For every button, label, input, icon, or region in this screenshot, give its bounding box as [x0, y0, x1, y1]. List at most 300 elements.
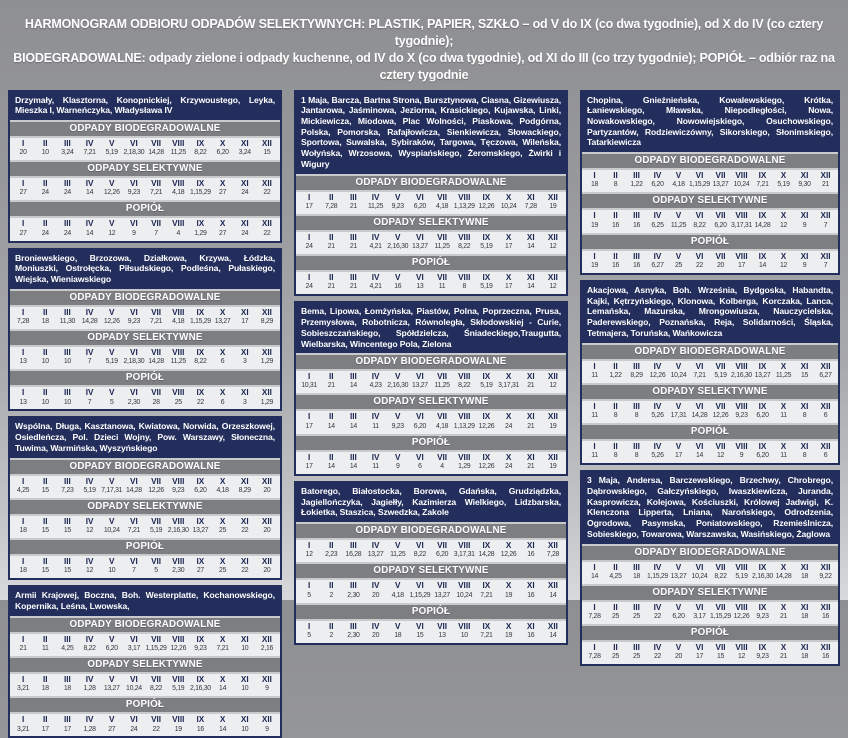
date-cell: 15 — [34, 527, 56, 536]
dates-row — [298, 463, 564, 472]
section-table-pop — [582, 441, 838, 463]
date-cell: 21 — [520, 463, 542, 472]
month-header-cell: V — [101, 308, 123, 318]
month-header-cell: III — [626, 252, 647, 262]
month-header-cell: XII — [256, 308, 278, 318]
date-cell: 28 — [145, 399, 167, 408]
month-header-cell: XII — [542, 193, 564, 203]
date-cell: 1,13,29 — [453, 203, 475, 212]
date-cell: 18 — [12, 527, 34, 536]
section-title-bio: ODPADY BIODEGRADOWALNE — [10, 460, 280, 474]
date-cell: 24 — [234, 230, 256, 239]
date-cell: 3,21 — [12, 685, 34, 694]
date-cell: 20 — [364, 632, 386, 641]
month-header-cell: XII — [815, 211, 836, 221]
date-cell: 21 — [773, 613, 794, 622]
month-header-cell: X — [211, 139, 233, 149]
date-cell: 12 — [78, 527, 100, 536]
schedule-block — [294, 481, 568, 645]
date-cell: 13,27 — [668, 573, 689, 582]
month-header-cell: XII — [815, 252, 836, 262]
date-cell: 1,15,29 — [189, 189, 211, 198]
month-header-cell: VII — [145, 715, 167, 725]
date-cell: 6,27 — [647, 262, 668, 271]
month-header-cell: IV — [364, 412, 386, 422]
month-header-row — [12, 219, 278, 229]
date-cell: 14 — [78, 230, 100, 239]
month-header-cell: III — [56, 477, 78, 487]
month-header-cell: XI — [520, 581, 542, 591]
section-title-sel: ODPADY SELEKTYWNE — [10, 500, 280, 514]
month-header-cell: IV — [78, 219, 100, 229]
date-cell: 9,23 — [752, 613, 773, 622]
date-cell: 11,25 — [167, 149, 189, 158]
month-header-cell: X — [211, 517, 233, 527]
month-header-cell: VI — [689, 442, 710, 452]
section-title-sel: ODPADY SELEKTYWNE — [10, 331, 280, 345]
month-header-cell: II — [34, 517, 56, 527]
month-header-cell: VIII — [731, 563, 752, 573]
date-cell: 10 — [234, 726, 256, 735]
month-header-row — [298, 273, 564, 283]
date-cell: 22 — [689, 262, 710, 271]
month-header-row — [298, 581, 564, 591]
date-cell: 9 — [794, 262, 815, 271]
date-cell: 25 — [626, 613, 647, 622]
month-header-cell: V — [101, 219, 123, 229]
date-cell: 17 — [298, 463, 320, 472]
section-title-bio: ODPADY BIODEGRADOWALNE — [296, 524, 566, 538]
date-cell: 9 — [731, 452, 752, 461]
date-cell: 11,25 — [668, 222, 689, 231]
dates-row — [12, 358, 278, 367]
dates-row — [298, 551, 564, 560]
date-cell: 13,27 — [364, 551, 386, 560]
month-header-cell: VI — [689, 643, 710, 653]
date-cell: 12,26 — [475, 463, 497, 472]
month-header-cell: XI — [520, 622, 542, 632]
month-header-cell: I — [584, 252, 605, 262]
date-cell: 24 — [497, 423, 519, 432]
date-cell: 6 — [409, 463, 431, 472]
month-header-cell: VII — [145, 557, 167, 567]
month-header-cell: II — [320, 273, 342, 283]
month-header-cell: IX — [475, 453, 497, 463]
month-header-cell: III — [56, 557, 78, 567]
month-header-cell: VII — [145, 517, 167, 527]
date-cell: 4,18 — [211, 487, 233, 496]
date-cell: 1,29 — [189, 230, 211, 239]
date-cell: 27 — [101, 726, 123, 735]
month-header-cell: XI — [520, 412, 542, 422]
month-header-cell: V — [101, 557, 123, 567]
month-header-cell: XI — [234, 675, 256, 685]
month-header-cell: VII — [145, 139, 167, 149]
date-cell: 10 — [234, 685, 256, 694]
date-cell: 25 — [626, 653, 647, 662]
date-cell: 15 — [710, 653, 731, 662]
date-cell: 20 — [256, 487, 278, 496]
month-header-cell: IV — [78, 388, 100, 398]
month-header-cell: X — [773, 603, 794, 613]
date-cell: 12 — [542, 382, 564, 391]
month-header-cell: IX — [475, 622, 497, 632]
month-header-row — [298, 412, 564, 422]
month-header-cell: VIII — [453, 273, 475, 283]
date-cell: 1,15,29 — [409, 592, 431, 601]
date-cell: 9 — [256, 685, 278, 694]
section-table-bio — [10, 138, 280, 160]
date-cell: 18 — [56, 685, 78, 694]
date-cell: 4,18 — [167, 189, 189, 198]
month-header-cell: VIII — [167, 635, 189, 645]
month-header-cell: V — [387, 453, 409, 463]
month-header-cell: VI — [409, 581, 431, 591]
month-header-cell: IX — [752, 442, 773, 452]
month-header-cell: XII — [542, 233, 564, 243]
month-header-cell: IV — [78, 557, 100, 567]
date-cell: 7,21 — [475, 632, 497, 641]
section-table-pop — [296, 452, 566, 474]
month-header-cell: III — [626, 171, 647, 181]
month-header-cell: VI — [123, 179, 145, 189]
date-cell: 7 — [123, 567, 145, 576]
month-header-cell: X — [497, 372, 519, 382]
date-cell: 7,28 — [12, 318, 34, 327]
section-table-bio — [582, 361, 838, 383]
date-cell: 10 — [56, 358, 78, 367]
streets-header: Armii Krajowej, Boczna, Boh. Westerplatte, Kochanowskiego, Kopernika, Leśna, Lwowska, — [10, 587, 280, 615]
date-cell: 22 — [189, 399, 211, 408]
date-cell: 6 — [211, 399, 233, 408]
month-header-cell: V — [101, 348, 123, 358]
month-header-cell: XII — [256, 179, 278, 189]
streets-header: 1 Maja, Barcza, Bartna Strona, Bursztynowa, Ciasna, Gizewiusza, Jantarowa, Jaśminowa, Jeziorna, Krasickiego, Kujawska, Linki, Mickiewicza, Miodowa, Plac Wolności, Piaskowa, Podgórna, Polska, Pomorska, Rafajłowicza, Sienkiewicza, Słowackiego, Sportowa, Suwalska, Sybiraków, Targowa, Tęczowa, Wileńska, Wołyńska, Wrzosowa, Wyspiańskiego, Żeromskiego, Żwirki i Wigury — [296, 92, 566, 174]
date-cell: 5,19 — [773, 181, 794, 190]
month-header-cell: VI — [123, 635, 145, 645]
month-header-cell: VI — [689, 603, 710, 613]
month-header-cell: II — [34, 139, 56, 149]
month-header-cell: IV — [78, 179, 100, 189]
section-table-pop — [10, 556, 280, 578]
date-cell: 5,19 — [475, 243, 497, 252]
dates-row — [12, 399, 278, 408]
schedule-block — [8, 248, 282, 412]
month-header-cell: X — [497, 273, 519, 283]
month-header-cell: I — [298, 541, 320, 551]
month-header-cell: IV — [647, 211, 668, 221]
date-cell: 18 — [387, 632, 409, 641]
month-header-cell: I — [298, 412, 320, 422]
date-cell: 14,28 — [78, 318, 100, 327]
schedule-block — [294, 301, 568, 476]
date-cell: 14,28 — [773, 573, 794, 582]
date-cell: 10 — [101, 567, 123, 576]
date-cell: 6,20 — [647, 181, 668, 190]
date-cell: 12 — [542, 283, 564, 292]
month-header-cell: IV — [78, 477, 100, 487]
month-header-cell: X — [211, 219, 233, 229]
date-cell: 2 — [320, 592, 342, 601]
date-cell: 12,26 — [475, 203, 497, 212]
date-cell: 1,28 — [78, 726, 100, 735]
date-cell: 11 — [773, 452, 794, 461]
date-cell: 4,18 — [431, 423, 453, 432]
date-cell: 11 — [584, 412, 605, 421]
month-header-cell: XII — [256, 517, 278, 527]
section-title-pop: POPIÓŁ — [296, 605, 566, 619]
date-cell: 14 — [752, 262, 773, 271]
month-header-cell: VIII — [167, 139, 189, 149]
month-header-cell: VII — [710, 643, 731, 653]
section-title-sel: ODPADY SELEKTYWNE — [10, 162, 280, 176]
month-header-row — [298, 372, 564, 382]
month-header-cell: I — [12, 517, 34, 527]
month-header-cell: II — [605, 643, 626, 653]
date-cell: 19 — [584, 222, 605, 231]
month-header-cell: IV — [647, 362, 668, 372]
date-cell: 12,26 — [731, 613, 752, 622]
month-header-cell: XII — [815, 643, 836, 653]
month-header-cell: V — [668, 402, 689, 412]
month-header-cell: VI — [689, 211, 710, 221]
month-header-cell: XI — [520, 453, 542, 463]
month-header-cell: VII — [145, 219, 167, 229]
date-cell: 25 — [211, 527, 233, 536]
month-header-cell: III — [56, 517, 78, 527]
month-header-cell: VII — [431, 453, 453, 463]
month-header-row — [584, 211, 836, 221]
month-header-cell: X — [497, 622, 519, 632]
date-cell: 25 — [167, 399, 189, 408]
dates-row — [584, 412, 836, 421]
month-header-cell: XII — [542, 372, 564, 382]
month-header-cell: II — [605, 362, 626, 372]
month-header-cell: III — [626, 362, 647, 372]
date-cell: 6,20 — [211, 149, 233, 158]
month-header-row — [12, 179, 278, 189]
date-cell: 24 — [123, 726, 145, 735]
date-cell: 16 — [626, 222, 647, 231]
month-header-cell: II — [34, 308, 56, 318]
date-cell: 6,20 — [710, 222, 731, 231]
date-cell: 13 — [12, 399, 34, 408]
date-cell: 9,23 — [123, 318, 145, 327]
month-header-cell: I — [12, 715, 34, 725]
date-cell: 1,15,29 — [647, 573, 668, 582]
date-cell: 9,23 — [387, 423, 409, 432]
month-header-cell: XII — [256, 715, 278, 725]
month-header-cell: III — [342, 412, 364, 422]
month-header-cell: II — [320, 372, 342, 382]
month-header-row — [584, 643, 836, 653]
date-cell: 3 — [234, 399, 256, 408]
date-cell: 11 — [364, 463, 386, 472]
month-header-cell: VI — [689, 402, 710, 412]
date-cell: 3,24 — [56, 149, 78, 158]
month-header-cell: XI — [234, 179, 256, 189]
month-header-cell: V — [668, 171, 689, 181]
date-cell: 21 — [320, 382, 342, 391]
date-cell: 21 — [320, 283, 342, 292]
date-cell: 14 — [78, 189, 100, 198]
month-header-cell: IV — [78, 635, 100, 645]
month-header-row — [584, 442, 836, 452]
date-cell: 6,20 — [101, 645, 123, 654]
date-cell: 22 — [145, 726, 167, 735]
date-cell: 17,31 — [668, 412, 689, 421]
month-header-row — [298, 453, 564, 463]
month-header-cell: XI — [234, 139, 256, 149]
date-cell: 8 — [605, 412, 626, 421]
date-cell: 2,16,30 — [387, 243, 409, 252]
streets-header: Chopina, Gnieźnieńska, Kowalewskiego, Krótka, Łaniewskiego, Mławska, Niepodległości, Nowa, Nowakowskiego, Nowowiejskiego, Osuchowskiego, Partyzantów, Rodziewiczówny, Sikorskiego, Słonimskiego, Tatarkiewicza — [582, 92, 838, 153]
date-cell: 5,19 — [78, 487, 100, 496]
date-cell: 1,22 — [626, 181, 647, 190]
month-header-cell: III — [626, 211, 647, 221]
month-header-cell: X — [211, 348, 233, 358]
month-header-cell: III — [56, 715, 78, 725]
month-header-cell: IV — [647, 402, 668, 412]
month-header-cell: VII — [431, 581, 453, 591]
month-header-cell: VII — [145, 635, 167, 645]
date-cell: 5,26 — [647, 452, 668, 461]
date-cell: 14,28 — [145, 358, 167, 367]
month-header-cell: III — [56, 219, 78, 229]
page-title-line2: BIODEGRADOWALNE: odpady zielone i odpady kuchenne, od IV do X (co dwa tygodnie), od XI do III (co trzy tygodnie); POPIÓŁ – odbiór raz na cztery tygodnie — [12, 50, 836, 84]
month-header-cell: V — [101, 179, 123, 189]
section-table-bio — [296, 371, 566, 393]
date-cell: 8,29 — [234, 487, 256, 496]
date-cell: 4 — [167, 230, 189, 239]
date-cell: 17 — [668, 452, 689, 461]
month-header-row — [584, 402, 836, 412]
date-cell: 16 — [605, 222, 626, 231]
streets-header: Drzymały, Klasztorna, Konopnickiej, Krzywoustego, Leyka, Mieszka I, Warneńczyka, Władysława IV — [10, 92, 280, 120]
month-header-cell: IX — [189, 139, 211, 149]
month-header-cell: X — [497, 541, 519, 551]
date-cell: 6,20 — [668, 613, 689, 622]
date-cell: 7,21 — [78, 149, 100, 158]
section-table-bio — [582, 170, 838, 192]
date-cell: 8,22 — [689, 222, 710, 231]
month-header-cell: VIII — [167, 348, 189, 358]
section-title-sel: ODPADY SELEKTYWNE — [582, 194, 838, 208]
date-cell: 19 — [497, 592, 519, 601]
date-cell: 18 — [794, 613, 815, 622]
month-header-cell: V — [387, 372, 409, 382]
date-cell: 12 — [773, 222, 794, 231]
date-cell: 20 — [12, 149, 34, 158]
month-header-cell: VIII — [167, 477, 189, 487]
month-header-cell: II — [34, 715, 56, 725]
month-header-cell: XII — [815, 362, 836, 372]
month-header-cell: VIII — [731, 603, 752, 613]
section-table-sel — [10, 178, 280, 200]
month-header-cell: III — [626, 603, 647, 613]
month-header-cell: VI — [409, 193, 431, 203]
date-cell: 15 — [794, 372, 815, 381]
streets-header: Akacjowa, Asnyka, Boh. Września, Bydgoska, Habandta, Kajki, Kętrzyńskiego, Klonowa, Kolberga, Korczaka, Lanca, Lemańska, Mazurska, Mrongowiusza, Nauczycielska, Paderewskiego, Poznańska, Reja, Solidarności, Śląska, Tetmajera, Toruńska, Wańkowicza — [582, 282, 838, 343]
month-header-cell: V — [101, 675, 123, 685]
date-cell: 7 — [815, 222, 836, 231]
date-cell: 2,18,30 — [123, 358, 145, 367]
date-cell: 25 — [211, 567, 233, 576]
schedule-block — [8, 90, 282, 243]
month-header-cell: X — [211, 477, 233, 487]
month-header-cell: VI — [123, 308, 145, 318]
date-cell: 15 — [56, 527, 78, 536]
date-cell: 8,22 — [710, 573, 731, 582]
month-header-cell: VII — [710, 362, 731, 372]
dates-row — [298, 592, 564, 601]
date-cell: 5,19 — [475, 283, 497, 292]
dates-row — [12, 527, 278, 536]
date-cell: 10,24 — [668, 372, 689, 381]
month-header-cell: VIII — [167, 388, 189, 398]
month-header-cell: II — [34, 557, 56, 567]
date-cell: 6,25 — [647, 222, 668, 231]
month-header-cell: V — [387, 541, 409, 551]
date-cell: 27 — [12, 230, 34, 239]
month-header-cell: V — [101, 477, 123, 487]
dates-row — [584, 181, 836, 190]
month-header-cell: IV — [364, 581, 386, 591]
month-header-cell: XI — [234, 715, 256, 725]
month-header-cell: II — [605, 402, 626, 412]
date-cell: 14 — [342, 382, 364, 391]
dates-row — [298, 382, 564, 391]
month-header-cell: IX — [752, 643, 773, 653]
date-cell: 1,22 — [605, 372, 626, 381]
month-header-cell: I — [12, 477, 34, 487]
month-header-row — [12, 715, 278, 725]
month-header-cell: IV — [364, 622, 386, 632]
date-cell: 1,29 — [453, 463, 475, 472]
month-header-cell: XI — [794, 402, 815, 412]
month-header-cell: XI — [794, 563, 815, 573]
date-cell: 17 — [298, 203, 320, 212]
month-header-cell: VII — [145, 348, 167, 358]
section-title-bio: ODPADY BIODEGRADOWALNE — [10, 291, 280, 305]
date-cell: 16 — [815, 613, 836, 622]
month-header-cell: V — [668, 211, 689, 221]
date-cell: 21 — [320, 243, 342, 252]
date-cell: 4 — [431, 463, 453, 472]
month-header-cell: III — [56, 635, 78, 645]
month-header-cell: VI — [409, 233, 431, 243]
month-header-cell: XI — [234, 308, 256, 318]
section-title-pop: POPIÓŁ — [10, 202, 280, 216]
month-header-cell: I — [584, 171, 605, 181]
month-header-cell: XI — [794, 211, 815, 221]
month-header-cell: VI — [409, 372, 431, 382]
month-header-cell: X — [773, 362, 794, 372]
month-header-cell: XI — [794, 171, 815, 181]
date-cell: 18 — [794, 653, 815, 662]
month-header-cell: IX — [189, 179, 211, 189]
date-cell: 12,26 — [497, 551, 519, 560]
month-header-row — [298, 233, 564, 243]
month-header-cell: XI — [794, 252, 815, 262]
date-cell: 11,25 — [431, 382, 453, 391]
month-header-cell: I — [298, 622, 320, 632]
date-cell: 10 — [453, 632, 475, 641]
date-cell: 9,23 — [387, 203, 409, 212]
date-cell: 8,22 — [453, 243, 475, 252]
dates-row — [12, 685, 278, 694]
dates-row — [584, 653, 836, 662]
